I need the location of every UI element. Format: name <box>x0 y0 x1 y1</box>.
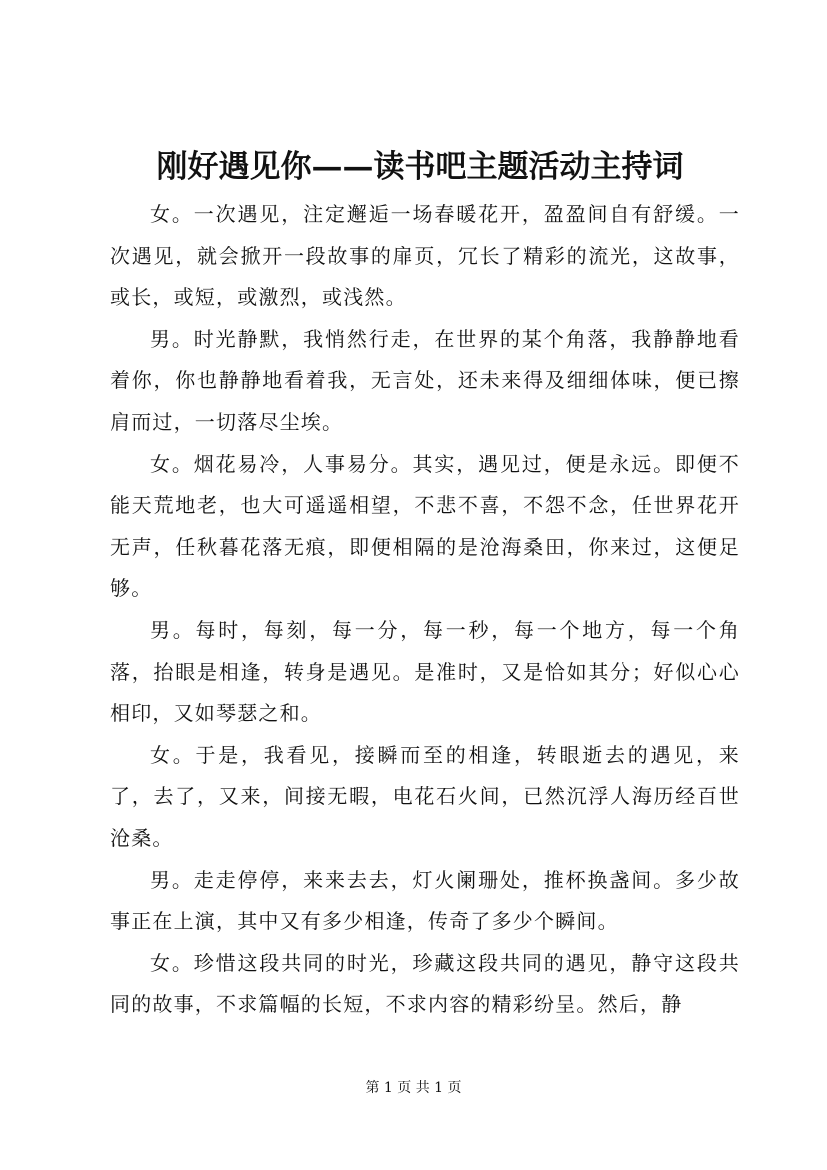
paragraph: 男。走走停停，来来去去，灯火阑珊处，推杯换盏间。多少故事正在上演，其中又有多少相逢，传奇了多少个瞬间。 <box>110 867 740 934</box>
page-footer: 第 1 页 共 1 页 <box>365 1080 462 1096</box>
paragraph: 女。一次遇见，注定邂逅一场春暖花开，盈盈间自有舒缓。一次遇见，就会掀开一段故事的扉页，冗长了精彩的流光，这故事，或长，或短，或激烈，或浅然。 <box>110 202 740 310</box>
paragraph: 男。时光静默，我悄然行走，在世界的某个角落，我静静地看着你，你也静静地看着我，无言处，还未来得及细细体味，便已擦肩而过，一切落尽尘埃。 <box>110 326 740 434</box>
paragraph: 女。烟花易冷，人事易分。其实，遇见过，便是永远。即便不能天荒地老，也大可遥遥相望，不悲不喜，不怨不念，任世界花开无声，任秋暮花落无痕，即便相隔的是沧海桑田，你来过，这便足够。 <box>110 451 740 601</box>
document-title: 刚好遇见你——读书吧主题活动主持词 <box>156 149 684 185</box>
document-body <box>110 194 740 1026</box>
paragraph: 女。于是，我看见，接瞬而至的相逢，转眼逝去的遇见，来了，去了，又来，间接无暇，电花石火间，已然沉浮人海历经百世沧桑。 <box>110 742 740 850</box>
paragraph: 女。珍惜这段共同的时光，珍藏这段共同的遇见，静守这段共同的故事，不求篇幅的长短，不求内容的精彩纷呈。然后，静 <box>110 950 740 1017</box>
paragraph: 男。每时，每刻，每一分，每一秒，每一个地方，每一个角落，抬眼是相逢，转身是遇见。是准时，又是恰如其分；好似心心相印，又如琴瑟之和。 <box>110 617 740 726</box>
